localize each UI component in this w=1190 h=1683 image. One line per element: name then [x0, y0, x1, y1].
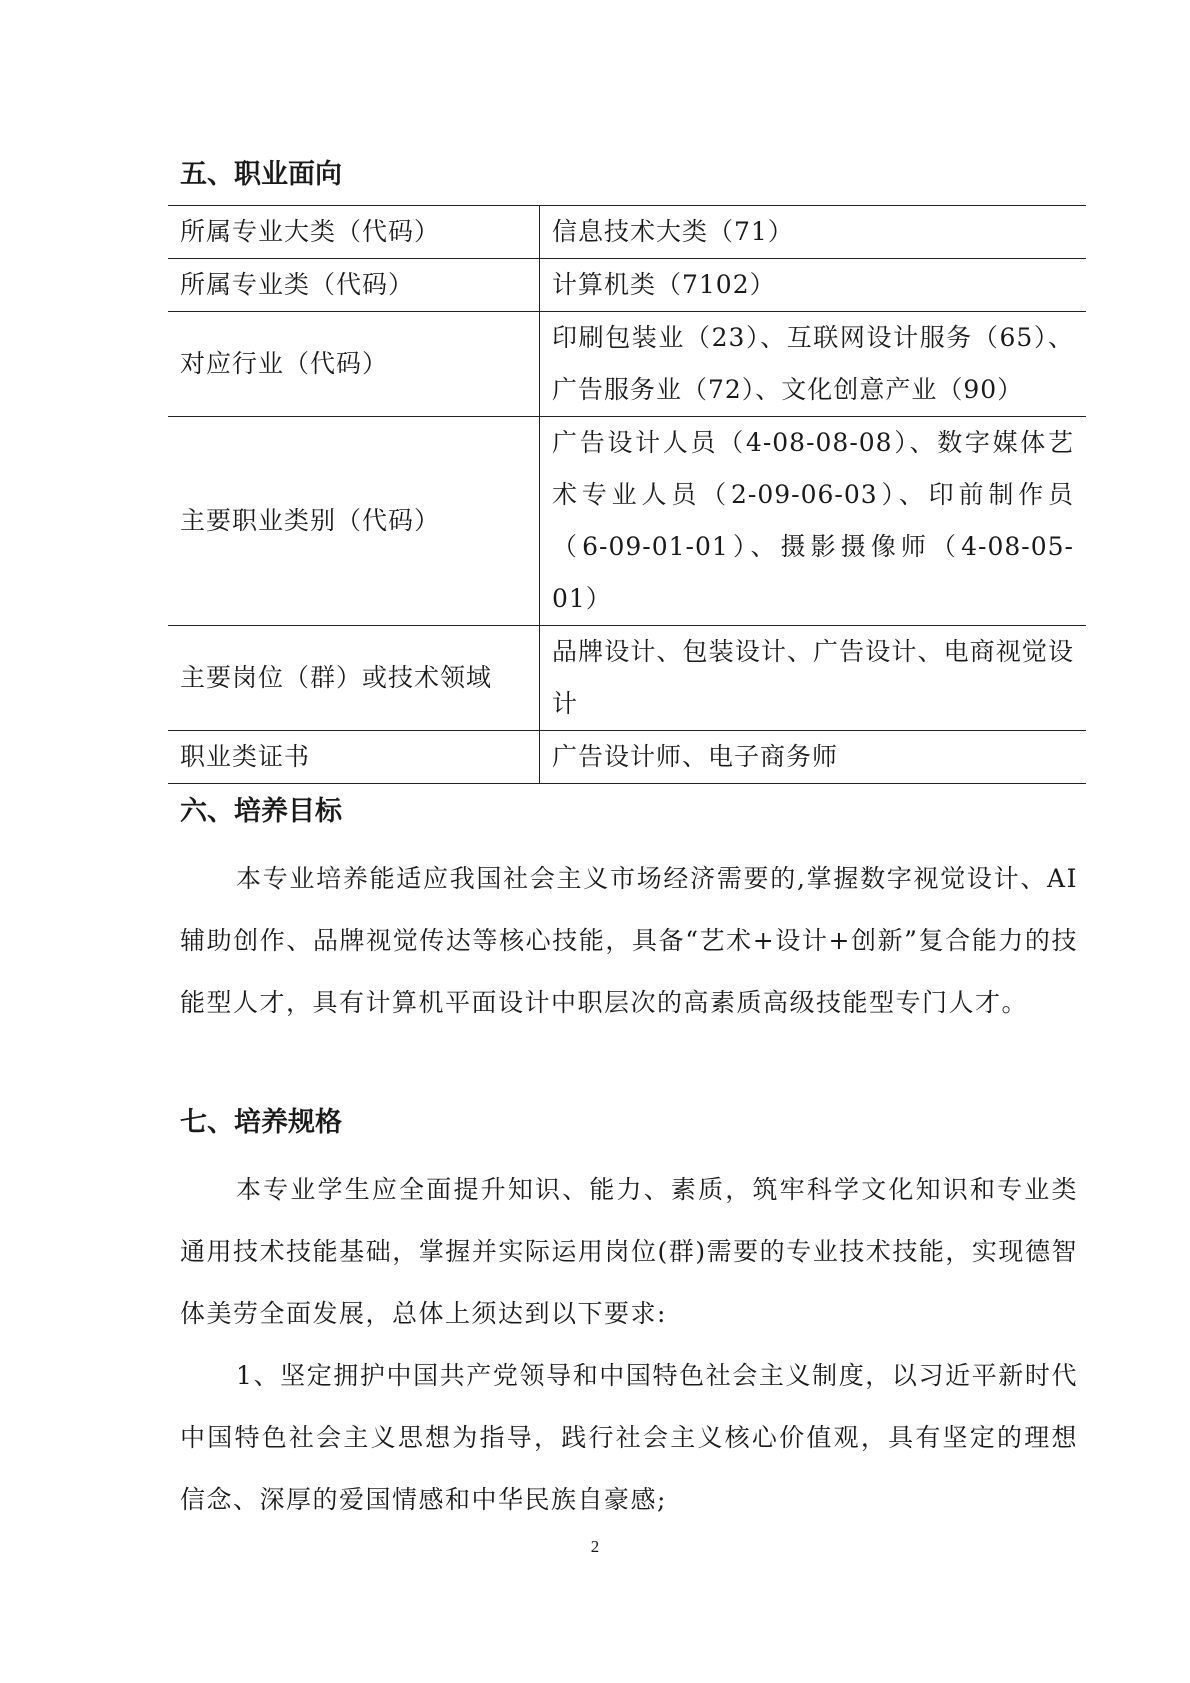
row-label: 主要职业类别（代码） — [168, 417, 540, 626]
career-table — [168, 205, 1086, 784]
row-value: 信息技术大类（71） — [540, 206, 1087, 259]
page-number: 2 — [590, 1537, 600, 1556]
table-row — [168, 312, 1086, 417]
training-goal-paragraph: 本专业培养能适应我国社会主义市场经济需要的,掌握数字视觉设计、AI辅助创作、品牌视觉传达等核心技能，具备“艺术+设计+创新”复合能力的技能型人才，具有计算机平面设计中职层次的高素质高级技能型专门人才。 — [180, 864, 1078, 1017]
row-label: 所属专业类（代码） — [168, 259, 540, 312]
table-row — [168, 259, 1086, 312]
training-spec-paragraph: 本专业学生应全面提升知识、能力、素质，筑牢科学文化知识和专业类通用技术技能基础，掌握并实际运用岗位(群)需要的专业技术技能，实现德智体美劳全面发展，总体上须达到以下要求: — [180, 1175, 1078, 1328]
table-row — [168, 206, 1086, 259]
row-label: 主要岗位（群）或技术领域 — [168, 626, 540, 731]
row-value: 广告设计师、电子商务师 — [540, 731, 1087, 784]
row-value: 广告设计人员（4-08-08-08）、数字媒体艺术专业人员（2-09-06-03）、印前制作员（6-09-01-01）、摄影摄像师（4-08-05-01） — [540, 417, 1087, 626]
row-value: 计算机类（7102） — [540, 259, 1087, 312]
section-heading-career: 五、职业面向 — [180, 159, 342, 190]
table-row — [168, 626, 1086, 731]
row-value: 品牌设计、包装设计、广告设计、电商视觉设计 — [540, 626, 1087, 731]
row-value: 印刷包装业（23）、互联网设计服务（65）、广告服务业（72）、文化创意产业（90） — [540, 312, 1087, 417]
section-heading-training-spec: 七、培养规格 — [180, 1107, 342, 1138]
row-label: 职业类证书 — [168, 731, 540, 784]
section-heading-training-goal: 六、培养目标 — [180, 796, 342, 827]
table-row — [168, 731, 1086, 784]
row-label: 对应行业（代码） — [168, 312, 540, 417]
training-spec-item-1: 1、坚定拥护中国共产党领导和中国特色社会主义制度，以习近平新时代中国特色社会主义思想为指导，践行社会主义核心价值观，具有坚定的理想信念、深厚的爱国情感和中华民族自豪感; — [180, 1361, 1078, 1514]
row-label: 所属专业大类（代码） — [168, 206, 540, 259]
table-row — [168, 417, 1086, 626]
